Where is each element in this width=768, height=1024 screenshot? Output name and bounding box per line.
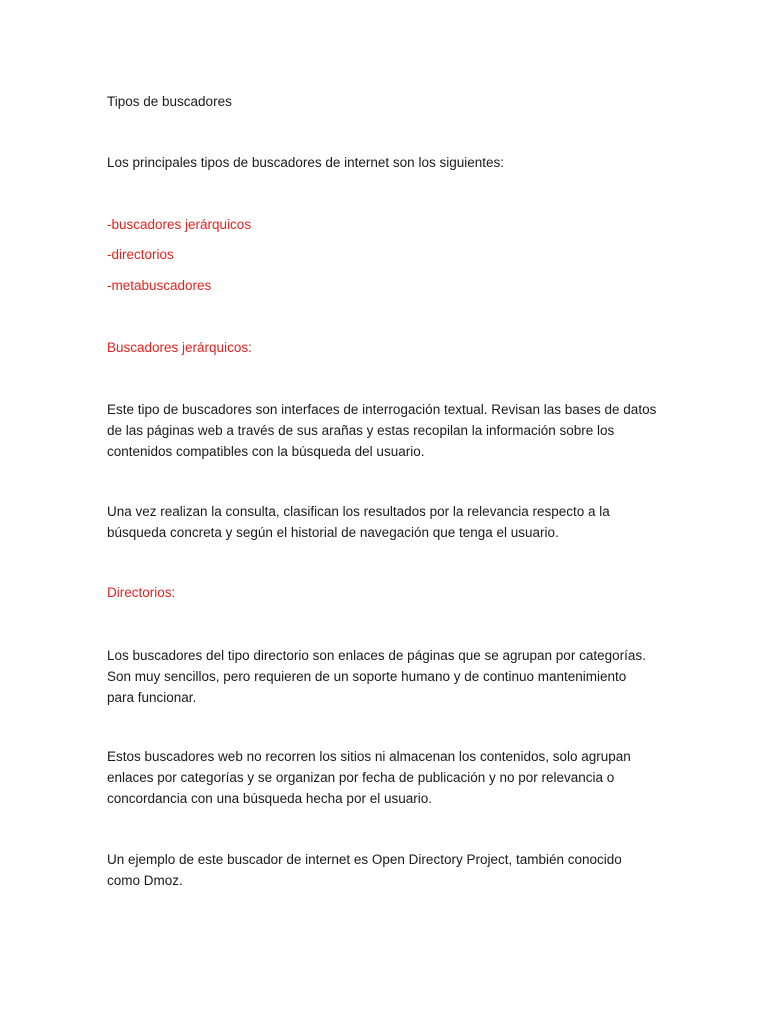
paragraph-line: Estos buscadores web no recorren los sitios ni almacenan los contenidos, solo agrupan [107, 749, 631, 764]
section-heading-jerarquicos: Buscadores jerárquicos: [107, 340, 252, 355]
paragraph-line: de las páginas web a través de sus arañas y estas recopilan la información sobre los [107, 423, 615, 438]
paragraph-line: Este tipo de buscadores son interfaces de interrogación textual. Revisan las bases de datos [107, 402, 657, 417]
paragraph [107, 501, 667, 543]
paragraph-line: enlaces por categorías y se organizan por fecha de publicación y no por relevancia o [107, 770, 615, 785]
paragraph-line: Son muy sencillos, pero requieren de un soporte humano y de continuo mantenimiento [107, 669, 627, 684]
paragraph-line: Los buscadores del tipo directorio son enlaces de páginas que se agrupan por categorías. [107, 648, 646, 663]
list-item-jerarquicos: -buscadores jerárquicos [107, 217, 252, 232]
paragraph-line: concordancia con una búsqueda hecha por el usuario. [107, 791, 432, 806]
paragraph [107, 645, 667, 708]
list-item-metabuscadores: -metabuscadores [107, 278, 212, 293]
section-heading-directorios: Directorios: [107, 585, 176, 600]
paragraph-line: Un ejemplo de este buscador de internet es Open Directory Project, también conocido [107, 852, 622, 867]
paragraph-line: Una vez realizan la consulta, clasifican los resultados por la relevancia respecto a la [107, 504, 610, 519]
paragraph-line: para funcionar. [107, 690, 197, 705]
paragraph-line: como Dmoz. [107, 873, 183, 888]
paragraph-line: contenidos compatibles con la búsqueda del usuario. [107, 444, 425, 459]
document-title: Tipos de buscadores [107, 94, 232, 109]
paragraph-line: búsqueda concreta y según el historial de navegación que tenga el usuario. [107, 525, 559, 540]
paragraph [107, 746, 667, 809]
list-item-directorios: -directorios [107, 247, 174, 262]
intro-text: Los principales tipos de buscadores de internet son los siguientes: [107, 155, 504, 170]
paragraph [107, 399, 667, 462]
paragraph [107, 849, 667, 891]
